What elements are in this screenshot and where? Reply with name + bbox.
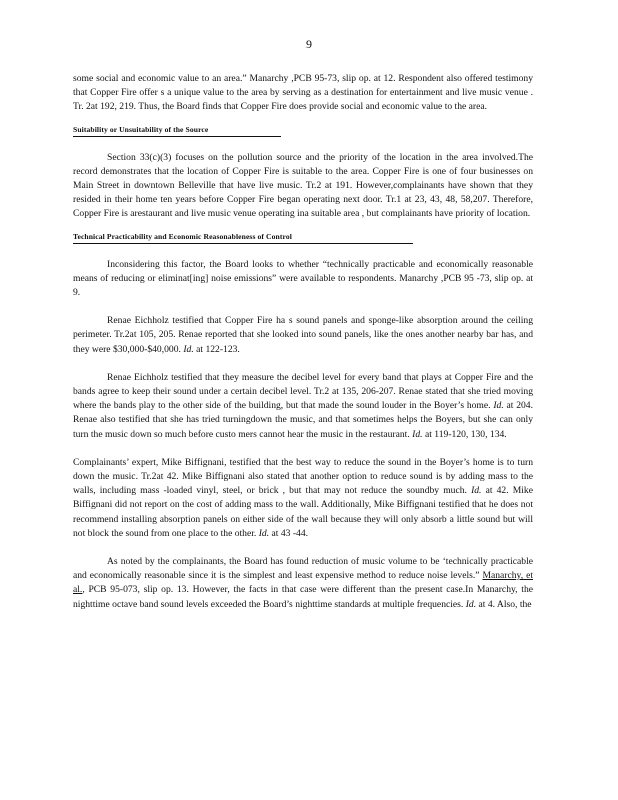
paragraph-social-economic-value: some social and economic value to an area.” Manarchy ,PCB 95-73, slip op. at 12. Respondent also offered testimony that Copper Fire offer s a unique value to the area by serving as a destination for entertainment and live music venue . Tr. 2at 192, 219. Thus, the Board finds that Copper Fire does provide social and economic value to the area. [73,73,533,113]
citation-id: Id. [412,428,423,440]
citation-id: Id. [258,527,270,539]
text-run: at 204. Renae also testified that she has tried turningdown the music, and that sometimes helps the Boyers, but she can only turn the music down so much before custo mers cannot hear the music in the restaurant. [73,400,533,440]
text-run: , PCB 95-073, slip op. 13. However, the facts in that case were different than the present case.In Manarchy, the nighttime octave band sound levels exceeded the Board’s nighttime standards at multiple frequencies. [73,584,533,610]
case-name: Manarchy, et al. [73,570,533,596]
paragraph-considering-factor: Inconsidering this factor, the Board looks to whether “technically practicable and economically reasonable means of reducing or eliminat[ing] noise emissions” were available to respondents. Manarchy ,PCB 95 -73, slip op. at 9. [73,258,533,299]
citation-id: Id. [493,400,504,412]
text-run: Renae Eichholz testified that Copper Fire ha s sound panels and sponge-like absorption around the ceiling perimeter. Tr.2at 105, 205. Renae reported that she looked into sound panels, like the ones another nearby bar has, and they were $30,000-$40,000. [73,315,533,355]
section-heading-suitability: Suitability or Unsuitability of the Source [73,125,281,137]
paragraph-board-finding [73,555,533,612]
text-run: Renae Eichholz testified that they measure the decibel level for every band that plays at Copper Fire and the bands agree to keep their sound under a certain decibel level. Tr.2 at 135, 206-207. Renae stated that she tried moving where the bands play to the other side of the building, but that made the sound louder in the Boyer’s home. [73,371,533,412]
paragraph-suitability: Section 33(c)(3) focuses on the pollution source and the priority of the location in the area involved.The record demonstrates that the location of Copper Fire is suitable to the area. Copper Fire is one of four businesses on Main Street in downtown Belleville that have live music. Tr.2 at 191. However,complainants have shown that they resided in their home ten years before Copper Fire began operating next door. Tr.1 at 23, 43, 48, 58,207. Therefore, Copper Fire is arestaurant and live music venue operating ina suitable area , but complainants have priority of location. [73,151,533,220]
text-run: As noted by the complainants, the Board has found reduction of music volume to be ‘technically practicable and economically reasonable since it is the simplest and least expensive method to reduce noise levels.” [73,556,533,582]
text-run: at 122-123. [196,343,240,355]
section-heading-technical-practicability: Technical Practicability and Economic Reasonableness of Control [73,232,413,244]
citation-id: Id. [471,485,482,497]
text-run: Complainants’ expert, Mike Biffignani, testified that the best way to reduce the sound in the Boyer’s home is to turn down the music. Tr.2at 42. Mike Biffignani also stated that another option to reduce sound is by adding mass to the walls, including mass -loaded vinyl, steel, or brick , but that may not reduce the soundby much. [73,456,533,497]
text-run: at 119-120, 130, 134. [424,428,507,440]
text-run: at 43 -44. [271,527,309,539]
text-run: at 4. Also, the [478,598,532,610]
citation-id: Id. [183,343,194,355]
paragraph-decibel-level [73,371,533,442]
paragraph-expert-testimony [73,456,533,541]
citation-id: Id. [465,598,477,610]
paragraph-sound-panels [73,314,533,357]
page-number: 9 [306,37,312,51]
text-run: at 42. Mike Biffignani did not report on the cost of adding mass to the wall. Additionally, Mike Biffignani testified that he does not recommend installing absorption panels on either side of the wall because they will only absorb a little sound but will not block the sound from one place to the other. [73,485,533,539]
document-body [73,72,533,612]
